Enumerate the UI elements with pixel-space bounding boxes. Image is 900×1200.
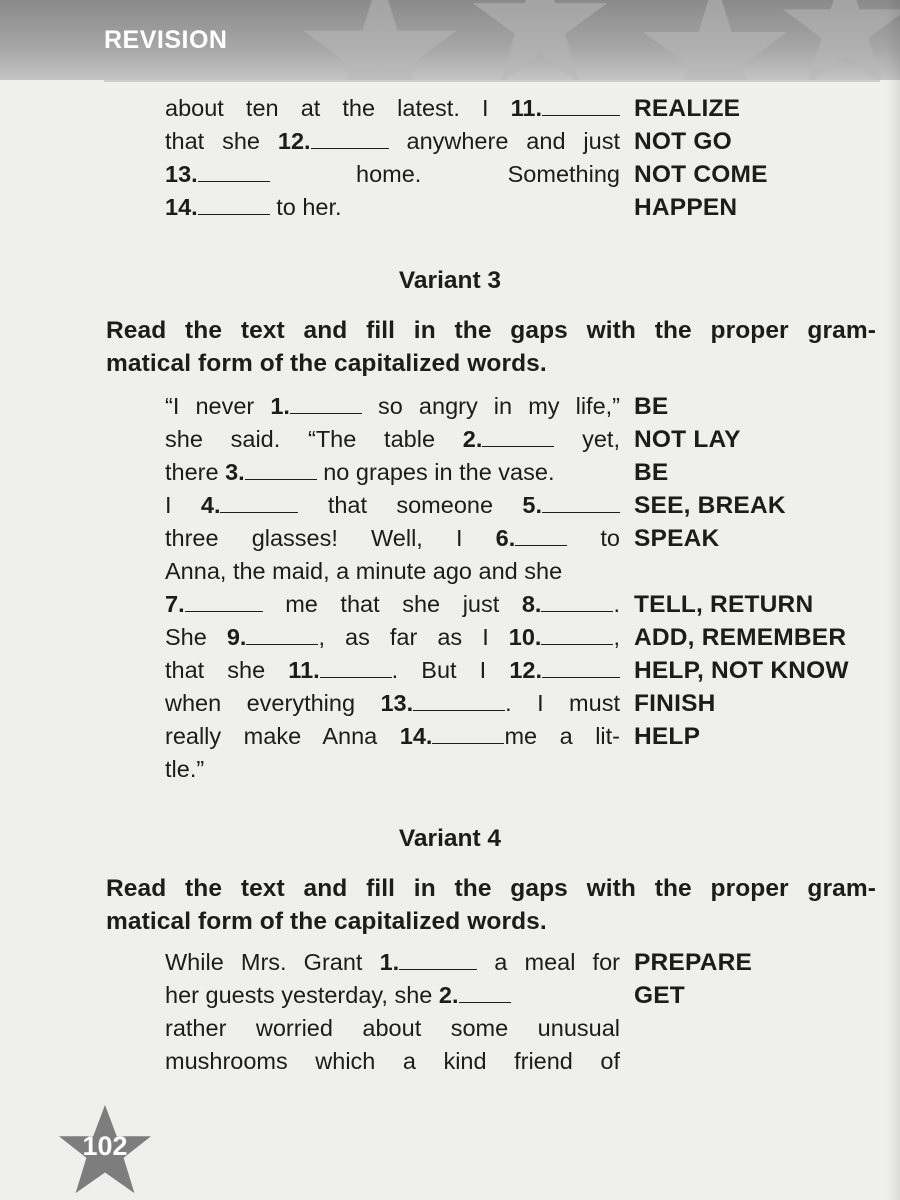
answer-gap[interactable] — [542, 490, 620, 513]
answer-gap[interactable] — [198, 192, 270, 215]
answer-gap[interactable] — [541, 622, 613, 645]
answer-gap[interactable] — [482, 424, 554, 447]
answer-gap[interactable] — [399, 947, 477, 970]
text-line: 14. to her. — [165, 194, 342, 220]
answer-gap[interactable] — [198, 159, 270, 182]
answer-gap[interactable] — [541, 589, 613, 612]
capitalized-word: TELL, RETURN — [634, 591, 814, 618]
capitalized-word: GET — [634, 982, 685, 1009]
instruction-line: Read the text and fill in the gaps with the proper gram- — [106, 317, 876, 344]
capitalized-word: HAPPEN — [634, 194, 738, 221]
capitalized-word: SPEAK — [634, 525, 720, 552]
answer-gap[interactable] — [542, 93, 620, 116]
capitalized-word: FINISH — [634, 690, 716, 717]
capitalized-word: NOT COME — [634, 161, 768, 188]
capitalized-word: ADD, REMEMBER — [634, 624, 847, 651]
capitalized-word: NOT LAY — [634, 426, 741, 453]
text-line: that she 11. . But I 12. — [165, 654, 620, 687]
instruction-line: matical form of the capitalized words. — [106, 908, 547, 935]
answer-gap[interactable] — [413, 688, 505, 711]
page-edge-shadow — [886, 0, 900, 1200]
capitalized-word: SEE, BREAK — [634, 492, 786, 519]
answer-gap[interactable] — [185, 589, 263, 612]
answer-gap[interactable] — [542, 655, 620, 678]
variant-title: Variant 3 — [398, 267, 502, 294]
text-line: 7. me that she just 8. . — [165, 591, 620, 617]
answer-gap[interactable] — [220, 490, 298, 513]
capitalized-word: HELP — [634, 723, 701, 750]
text-line: While Mrs. Grant 1. a meal for — [165, 949, 620, 975]
star-decoration-icon — [780, 0, 900, 80]
text-line: 13. home. Something — [165, 161, 620, 187]
instruction-line: matical form of the capitalized words. — [106, 350, 547, 377]
answer-gap[interactable] — [246, 622, 318, 645]
answer-gap[interactable] — [311, 126, 389, 149]
text-line: Anna, the maid, a minute ago and she — [165, 558, 563, 584]
answer-gap[interactable] — [515, 523, 567, 546]
text-line: “I never 1. so angry in my life,” — [165, 393, 620, 419]
answer-gap[interactable] — [432, 721, 504, 744]
star-decoration-icon — [470, 0, 610, 80]
capitalized-word: HELP, NOT KNOW — [634, 657, 849, 684]
text-line: really make Anna 14. me a lit- — [165, 723, 621, 749]
capitalized-word: BE — [634, 459, 669, 486]
capitalized-word: BE — [634, 393, 669, 420]
capitalized-word: PREPARE — [634, 949, 753, 976]
section-label: REVISION — [104, 26, 228, 54]
answer-gap[interactable] — [245, 457, 317, 480]
capitalized-word: NOT GO — [634, 128, 732, 155]
header-rule — [104, 80, 880, 82]
text-line: about ten at the latest. I 11. — [165, 92, 620, 125]
text-line: her guests yesterday, she 2. — [165, 979, 620, 1012]
text-line: rather worried about some unusual — [165, 1015, 620, 1041]
text-line: there 3. no grapes in the vase. — [165, 459, 555, 485]
text-line: She 9. , as far as I 10. , — [165, 624, 620, 650]
text-line: she said. “The table 2. yet, — [165, 426, 620, 452]
star-decoration-icon — [640, 0, 790, 80]
answer-gap[interactable] — [320, 655, 392, 678]
text-line: mushrooms which a kind friend of — [165, 1048, 620, 1074]
text-line: I 4. that someone 5. — [165, 489, 620, 522]
header-band — [0, 0, 900, 80]
text-line: when everything 13. . I must — [165, 690, 620, 716]
instruction-line: Read the text and fill in the gaps with the proper gram- — [106, 875, 876, 902]
answer-gap[interactable] — [459, 980, 511, 1003]
text-line: that she 12. anywhere and just — [165, 128, 620, 154]
answer-gap[interactable] — [290, 391, 362, 414]
variant-title: Variant 4 — [398, 825, 502, 852]
text-line: tle.” — [165, 756, 205, 782]
text-line: three glasses! Well, I 6. to — [165, 525, 620, 551]
capitalized-word: REALIZE — [634, 95, 741, 122]
star-decoration-icon — [300, 0, 460, 80]
page-number: 102 — [82, 1131, 128, 1161]
